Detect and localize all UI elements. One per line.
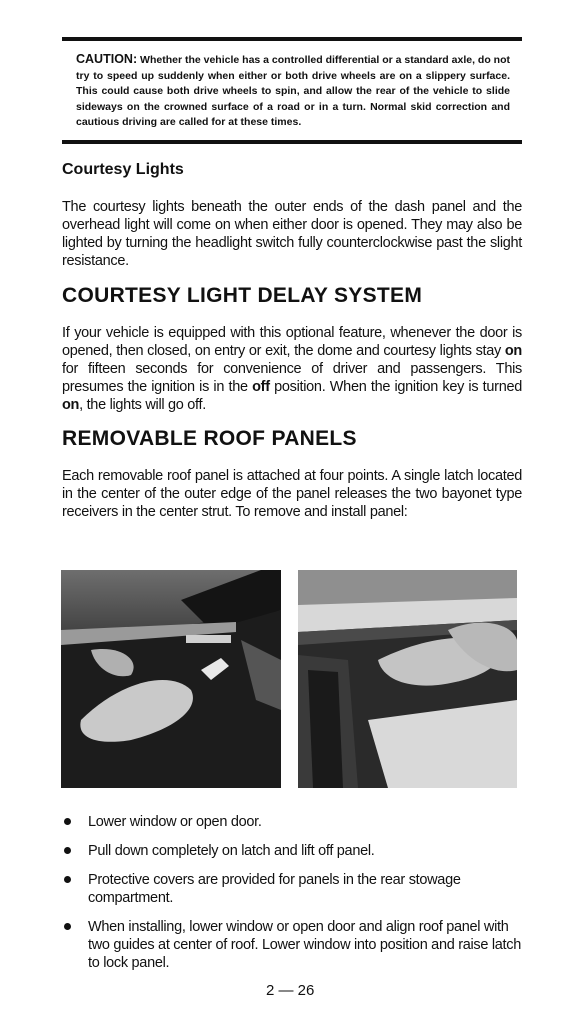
list-item: Pull down completely on latch and lift off panel.: [62, 842, 522, 860]
bullet-icon: [64, 923, 71, 930]
list-item: Lower window or open door.: [62, 813, 522, 831]
roof-panels-heading: REMOVABLE ROOF PANELS: [62, 427, 357, 450]
roof-panels-body: Each removable roof panel is attached at four points. A single latch located in the center of the outer edge of the panel releases the two bayonet type receivers in the center strut. To remove and install panel:: [62, 468, 522, 520]
delay-system-heading: COURTESY LIGHT DELAY SYSTEM: [62, 284, 423, 307]
bullet-icon: [64, 876, 71, 883]
caution-box: [62, 37, 522, 144]
bullet-icon: [64, 847, 71, 854]
caution-label: CAUTION:: [76, 52, 138, 66]
courtesy-lights-body: The courtesy lights beneath the outer ends of the dash panel and the overhead light will come on when either door is opened. They may also be lighted by turning the headlight switch fully counterclockwise past the slight resistance.: [62, 199, 522, 269]
latch-release-photo: [61, 570, 281, 788]
list-item: Protective covers are provided for panels in the rear stowage compartment.: [62, 871, 522, 907]
bullet-icon: [64, 818, 71, 825]
list-item: When installing, lower window or open door and align roof panel with two guides at center of roof. Lower window into position and raise latch to lock panel.: [62, 918, 522, 972]
delay-system-body: If your vehicle is equipped with this optional feature, whenever the door is opened, then closed, on entry or exit, the dome and courtesy lights stay on for fifteen seconds for convenience of driver and passengers. This presumes the ignition is in the off position. When the ignition key is turned on, the lights will go off.: [62, 325, 522, 413]
page-number: 2 — 26: [266, 982, 315, 999]
courtesy-lights-heading: Courtesy Lights: [62, 161, 184, 178]
caution-text: Whether the vehicle has a controlled differential or a standard axle, do not try to speed up suddenly when either or both drive wheels are on a slippery surface. This could cause both drive wheels to spin, and allow the rear of the vehicle to slide sideways on the crowned surface of a road or in a turn. Normal skid correction and cautious driving are called for at these times.: [76, 54, 510, 128]
panel-lift-photo: [298, 570, 517, 788]
removal-steps-list: [62, 813, 522, 983]
